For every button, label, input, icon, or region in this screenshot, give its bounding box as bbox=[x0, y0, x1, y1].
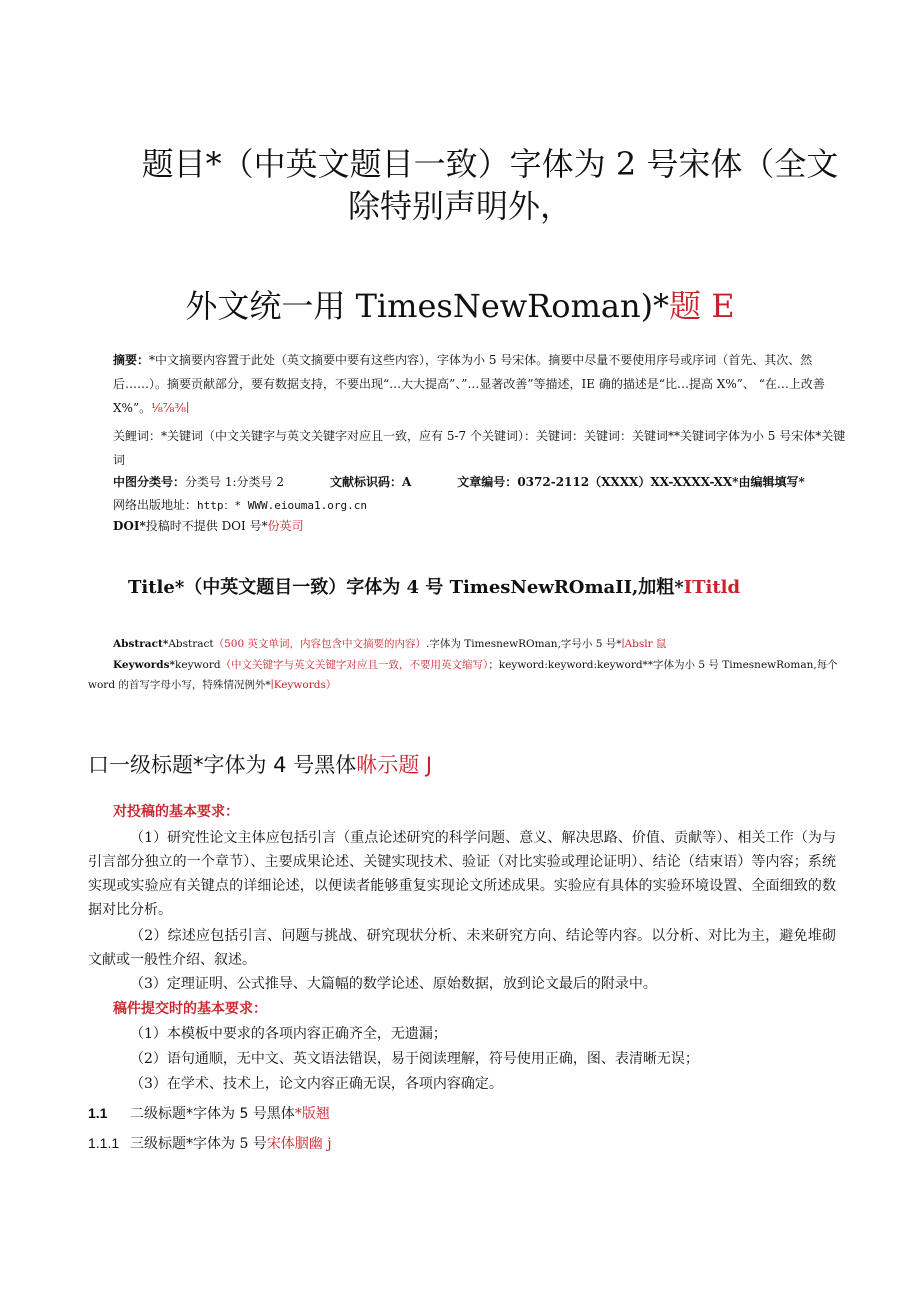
manuscript-requirements-title: 稿件提交时的基本要求： bbox=[113, 1001, 267, 1017]
doi-text: 投稿时不提供 DOI 号* bbox=[145, 519, 268, 533]
english-keywords-label: Keywords* bbox=[113, 659, 175, 671]
english-abstract-text-b: .字体为 TimesnewROman,字号小 5 号* bbox=[426, 638, 622, 650]
heading-level-3-red: 宋体胭幽 j bbox=[266, 1136, 332, 1152]
doc-code-value: A bbox=[401, 475, 412, 489]
english-title-text: Title*（中英文题目一致）字体为 4 号 TimesNewROmaII,加粗* bbox=[128, 577, 684, 598]
requirement-paragraph-2: （2）综述应包括引言、问题与挑战、研究现状分析、未来研究方向、结论等内容。以分析、对比为主，避免堆砌文献或一般性介绍、叙述。 bbox=[88, 928, 836, 968]
clc-label: 中图分类号： bbox=[113, 475, 186, 489]
online-url[interactable]: http：* WWW.eiouma1.org.cn bbox=[197, 499, 367, 512]
clc-value: 分类号 1:分类号 2 bbox=[185, 475, 284, 489]
paper-title-line-3-text: 外文统一用 TimesNewRoman)* bbox=[185, 287, 670, 325]
requirement-paragraph-3: （3）定理证明、公式推导、大篇幅的数学论述、原始数据，放到论文最后的附录中。 bbox=[130, 976, 657, 992]
paper-title bbox=[0, 143, 920, 227]
paper-title-line-3-red: 题 E bbox=[669, 287, 735, 325]
heading-level-2-text: 二级标题*字体为 5 号黑体 bbox=[130, 1106, 295, 1122]
heading-level-2-red: *版翘 bbox=[294, 1106, 330, 1122]
manuscript-requirement-item: （3）在学术、技术上，论文内容正确无误，各项内容确定。 bbox=[130, 1076, 503, 1092]
heading-level-2-number: 1.1 bbox=[88, 1105, 108, 1121]
doi-label: DOI* bbox=[113, 519, 146, 533]
heading-level-1-red: 咻示题 J bbox=[356, 753, 433, 777]
english-keywords bbox=[88, 655, 838, 695]
english-keywords-text-a: keyword bbox=[175, 659, 221, 671]
online-label: 网络出版地址： bbox=[113, 498, 198, 512]
chinese-abstract bbox=[113, 348, 848, 420]
english-abstract-red-b: ∣Abslr 鼠 bbox=[621, 638, 667, 650]
paper-title-line-1: 题目*（中英文题目一致）字体为 2 号宋体（全文 bbox=[141, 145, 839, 183]
submission-requirements-title: 对投稿的基本要求： bbox=[113, 804, 239, 820]
abstract-red-mark: ⅛⅞⅜∣ bbox=[151, 401, 190, 415]
doi-line bbox=[113, 514, 848, 538]
english-keywords-text-b: ；keyword:keyword:keyword**字体为小 5 号 TimesnewRoman,每个 word 的首写字母小写，特殊情况例外* bbox=[88, 659, 838, 691]
doi-red: 份英司 bbox=[267, 519, 304, 533]
heading-level-2 bbox=[88, 1101, 330, 1126]
english-title bbox=[128, 576, 888, 600]
heading-level-3 bbox=[88, 1131, 332, 1156]
abstract-text: *中文摘要内容置于此处（英文摘要中要有这些内容），字体为小 5 号宋体。摘要中尽量不要使用序号或序词（首先、其次、然后……）。摘要贡献部分，要有数据支持，不要出现“…大大提高”、”…显著改善”等描述，IE 确的描述是“比…提高 X%”、 “在…上改善 X%”。 bbox=[113, 353, 825, 415]
english-abstract bbox=[113, 634, 848, 654]
paper-title-line-3 bbox=[0, 285, 920, 327]
doc-code-label: 文献标识码： bbox=[329, 475, 402, 489]
heading-level-3-number: 1.1.1 bbox=[88, 1135, 120, 1151]
english-title-red: ITitld bbox=[683, 577, 741, 598]
heading-level-1 bbox=[88, 751, 432, 779]
manuscript-requirement-item: （1）本模板中要求的各项内容正确齐全，无遗漏； bbox=[130, 1026, 447, 1042]
keywords-text: *关键词（中文关键字与英文关键字对应且一致，应有 5-7 个关键词）：关键词：关键词：关键词**关键词字体为小 5 号宋体*关键词 bbox=[113, 429, 846, 467]
abstract-label: 摘要： bbox=[113, 353, 150, 367]
english-abstract-text-a: Abstract bbox=[168, 638, 214, 650]
paper-title-line-2: 除特别声明外， bbox=[347, 187, 572, 225]
requirement-paragraph-1: （1）研究性论文主体应包括引言（重点论述研究的科学问题、意义、解决思路、价值、贡献等）、相关工作（为与引言部分独立的一个章节）、主要成果论述、关键实现技术、验证（对比实验或理论证明）、结论（结束语）等内容；系统实现或实验应有关键点的详细论述，以便读者能够重复实现论文所述成果。实验应有具体的实验环境设置、全面细致的数据对比分析。 bbox=[88, 830, 836, 918]
english-keywords-red-b: ∣Keywords） bbox=[270, 679, 337, 691]
chinese-keywords bbox=[113, 424, 848, 472]
english-keywords-red-a: （中文关键字与英文关键字对应且一致，不要用英文缩写） bbox=[220, 659, 489, 671]
heading-level-1-text: 口一级标题*字体为 4 号黑体 bbox=[88, 753, 357, 777]
classification-line bbox=[113, 470, 848, 494]
keywords-label: 关鲤词： bbox=[113, 429, 162, 443]
manuscript-requirement-item: （2）语句通顺，无中文、英文语法错误，易于阅读理解，符号使用正确，图、表清晰无误； bbox=[130, 1051, 699, 1067]
english-abstract-red-a: （500 英文单词，内容包含中文摘要的内容） bbox=[213, 638, 427, 650]
english-abstract-label: Abstract* bbox=[113, 638, 169, 650]
heading-level-3-text: 三级标题*字体为 5 号 bbox=[130, 1136, 267, 1152]
article-no-label: 文章编号： bbox=[457, 475, 518, 489]
article-no-value: 0372-2112（XXXX）XX-XXXX-XX*由编辑填写* bbox=[517, 475, 805, 489]
